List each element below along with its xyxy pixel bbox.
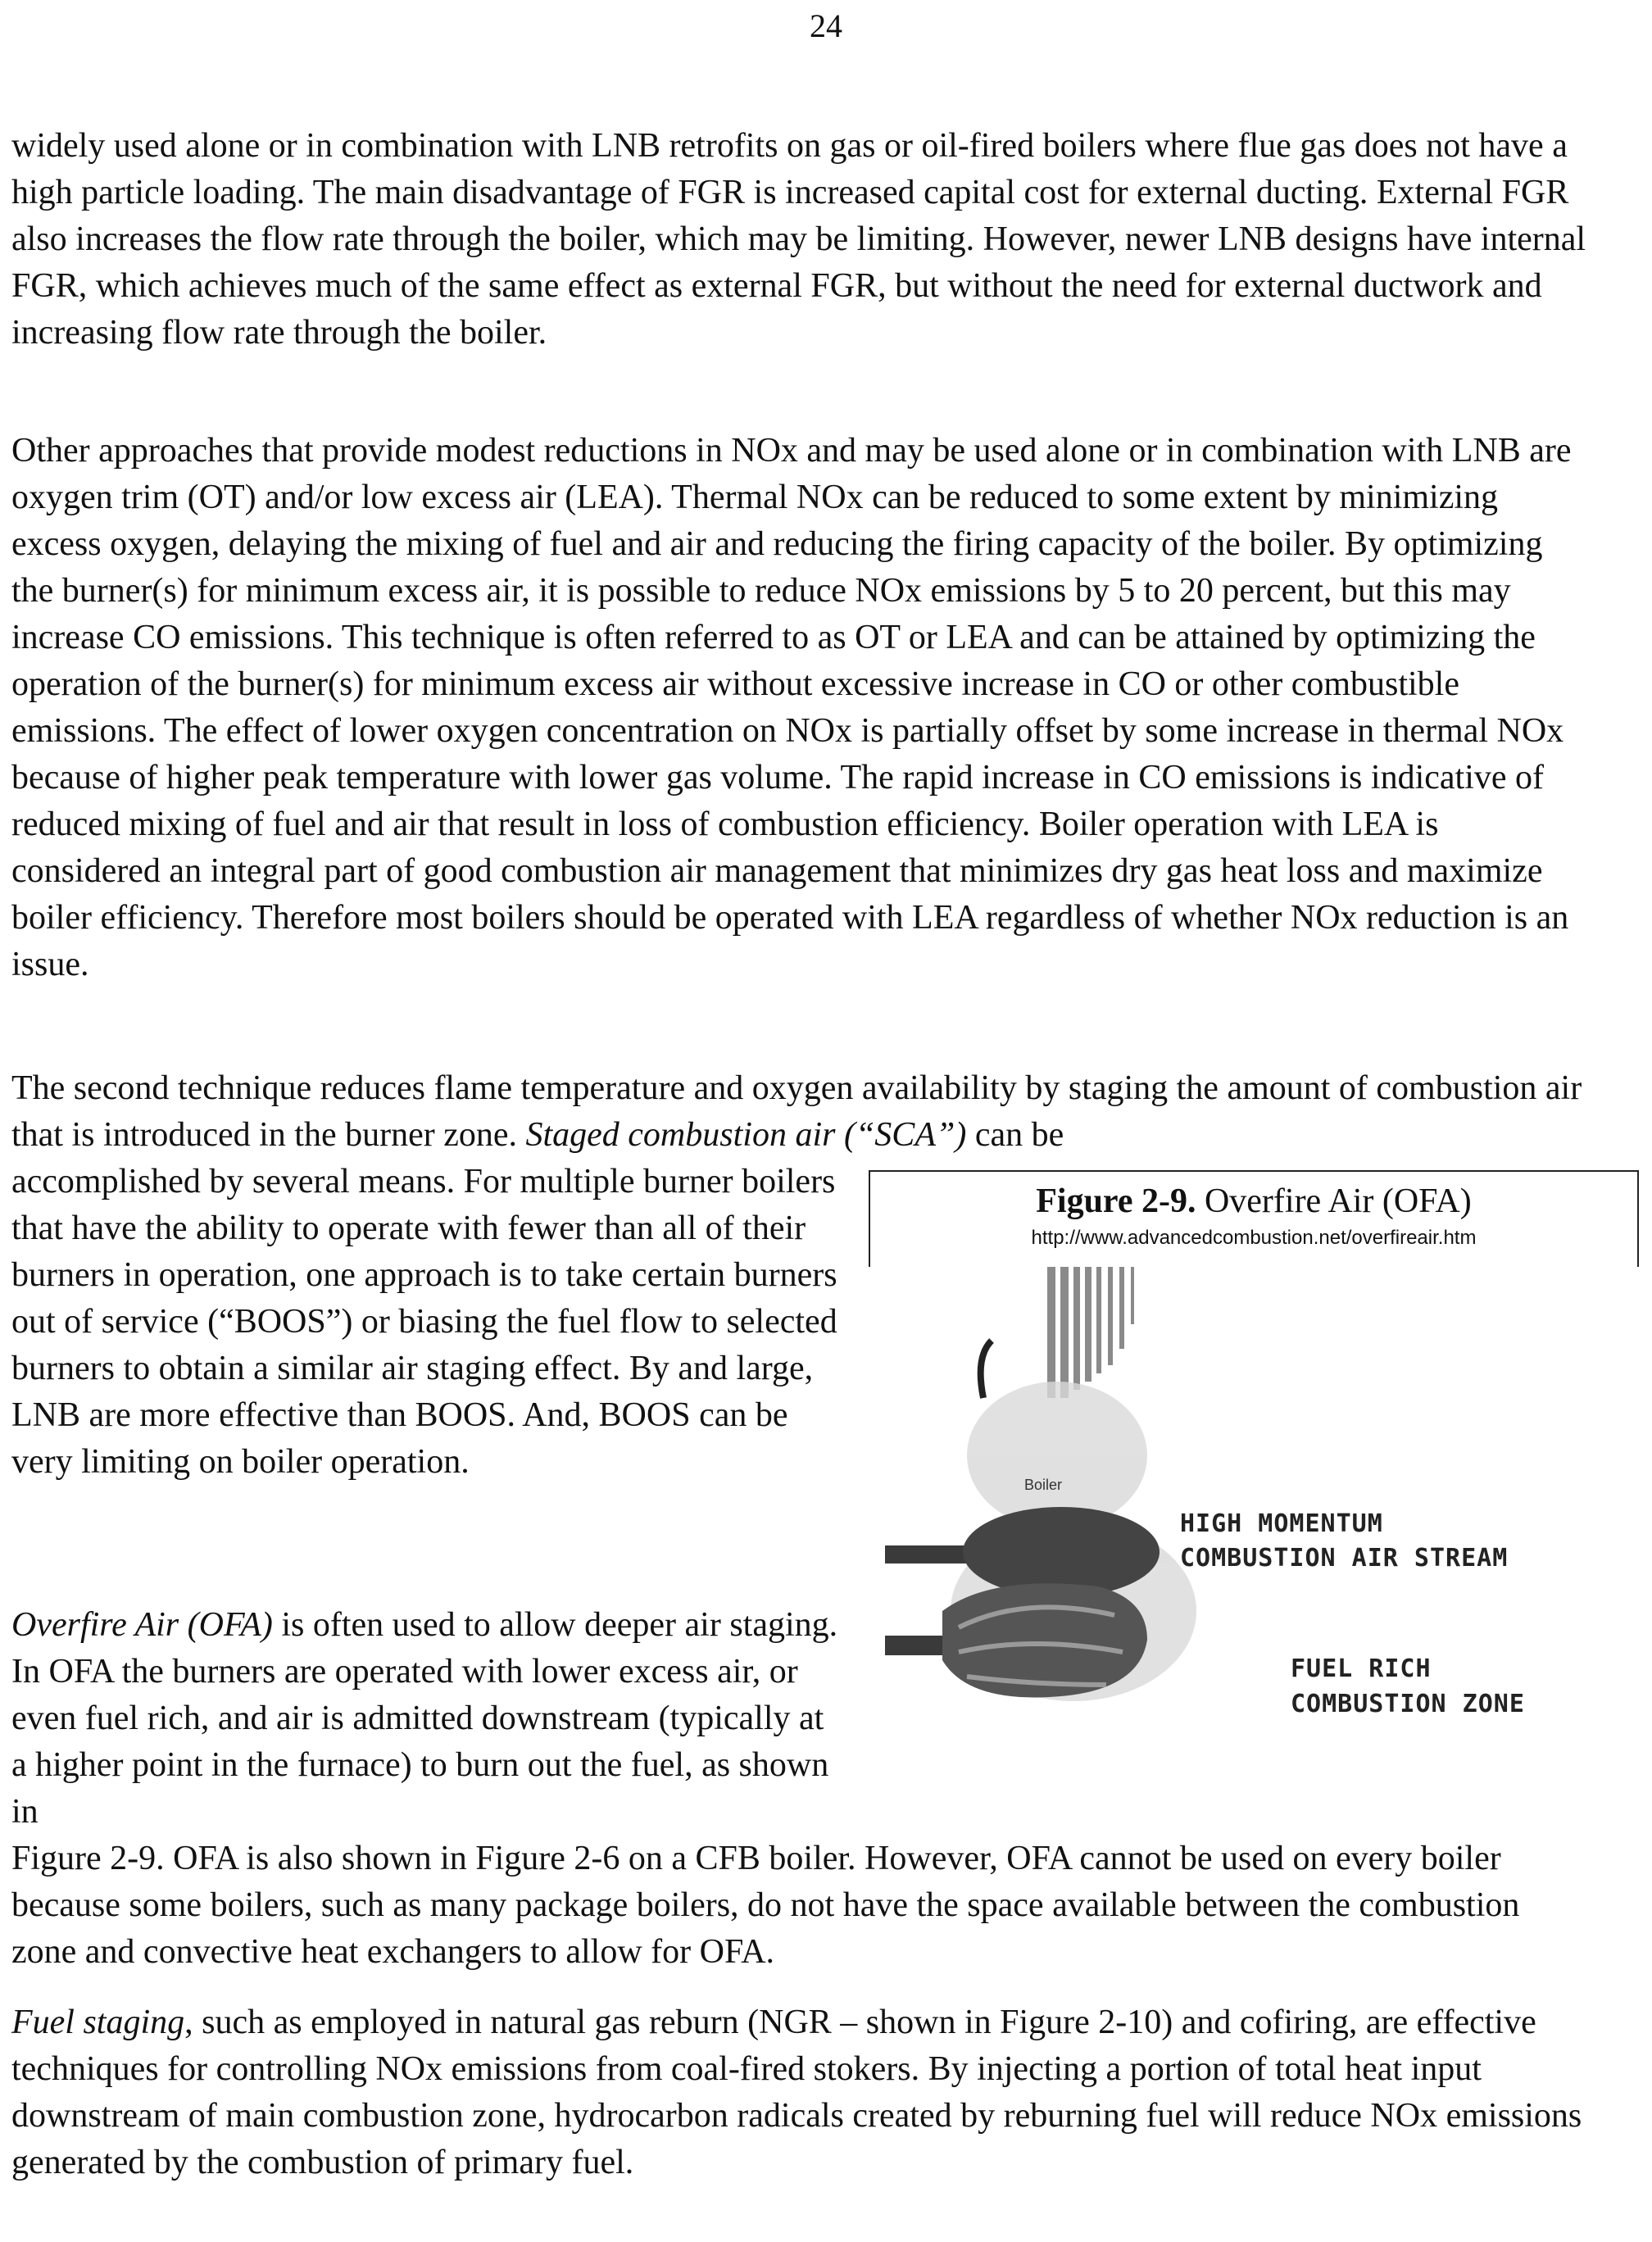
paragraph-ofa-cont: Figure 2-9. OFA is also shown in Figure 2-6 on a CFB boiler. However, OFA cannot be used on every boiler because some boilers, such as many package boilers, do not have the space available between the combustion zone and convective heat exchangers to allow for OFA.: [11, 1840, 1520, 1971]
boiler-tubes: [1047, 1267, 1134, 1398]
page-number: 24: [810, 7, 842, 44]
figure-title: Overfire Air (OFA): [1204, 1182, 1472, 1220]
ofa-term: Overfire Air (OFA): [11, 1606, 273, 1644]
paragraph-sca: [11, 1065, 1593, 1159]
fuel-staging-term: Fuel staging: [11, 2004, 185, 2041]
paragraph-fgr: widely used alone or in combination with LNB retrofits on gas or oil-fired boilers where flue gas does not have a high particle loading. The main disadvantage of FGR is increased capital cost for external ducting. External FGR also increases the flow rate through the boiler, which may be limiting. However, newer LNB designs have internal FGR, which achieves much of the same effect as external FGR, but without the need for external ductwork and increasing flow rate through the boiler.: [11, 127, 1586, 352]
sca-term: Staged combustion air (“SCA”): [525, 1116, 967, 1154]
fuel-rich-flame: [885, 1583, 1147, 1697]
ofa-diagram: [869, 1267, 1639, 1832]
fuel-staging-text: , such as employed in natural gas reburn (NGR – shown in Figure 2-10) and cofiring, are effective techniques for controlling NOx emissions from coal-fired stokers. By injecting a portion of total heat input downstream of main combustion zone, hydrocarbon radicals created by reburning fuel will reduce NOx emissions generated by the combustion of primary fuel.: [11, 2004, 1582, 2181]
paragraph-lea: Other approaches that provide modest reductions in NOx and may be used alone or in combination with LNB are oxygen trim (OT) and/or low excess air (LEA). Thermal NOx can be reduced to some extent by minimizing excess oxygen, delaying the mixing of fuel and air and reducing the firing capacity of the boiler. By optimizing the burner(s) for minimum excess air, it is possible to reduce NOx emissions by 5 to 20 percent, but this may increase CO emissions. This technique is often referred to as OT or LEA and can be attained by optimizing the operation of the burner(s) for minimum excess air without excessive increase in CO or other combustible emissions. The effect of lower oxygen concentration on NOx is partially offset by some increase in thermal NOx because of higher peak temperature with lower gas volume. The rapid increase in CO emissions is indicative of reduced mixing of fuel and air that result in loss of combustion efficiency. Boiler operation with LEA is considered an integral part of good combustion air management that minimizes dry gas heat loss and maximize boiler efficiency. Therefore most boilers should be operated with LEA regardless of whether NOx reduction is an issue.: [11, 432, 1572, 983]
ofa-air-stream: [885, 1507, 1160, 1597]
sca-text-b: can be: [974, 1116, 1064, 1154]
label-combustion-zone: COMBUSTION ZONE: [1291, 1690, 1525, 1718]
figure-title-line: [870, 1177, 1637, 1226]
paragraph-ofa: [11, 1602, 847, 1836]
paragraph-boos: accomplished by several means. For multiple burner boilers that have the ability to operate with fewer than all of their burners in operation, one approach is to take certain burners out of service (“BOOS”) or biasing the fuel flow to selected burners to obtain a similar air staging effect. By and large, LNB are more effective than BOOS. And, BOOS can be very limiting on boiler operation.: [11, 1163, 837, 1481]
figure-label: Figure 2-9.: [1036, 1182, 1196, 1220]
ofa-text: is often used to allow deeper air staging. In OFA the burners are operated with lower excess air, or even fuel rich, and air is admitted downstream (typically at a higher point in the furnace) to burn out the fuel, as shown in: [11, 1606, 838, 1831]
boiler-label: Boiler: [1024, 1477, 1063, 1493]
sca-text-a: The second technique reduces flame temperature and oxygen availability by staging the amount of combustion air that is introduced in the burner zone.: [11, 1069, 1582, 1154]
label-high-momentum: HIGH MOMENTUM: [1180, 1509, 1383, 1538]
label-fuel-rich: FUEL RICH: [1291, 1654, 1432, 1683]
figure-caption: [869, 1170, 1639, 1267]
figure-source-url: http://www.advancedcombustion.net/overfireair.htm: [1031, 1227, 1477, 1249]
flow-arrow: [981, 1341, 992, 1398]
label-combustion-air-stream: COMBUSTION AIR STREAM: [1180, 1544, 1509, 1573]
paragraph-fuel-staging: [11, 1999, 1593, 2186]
